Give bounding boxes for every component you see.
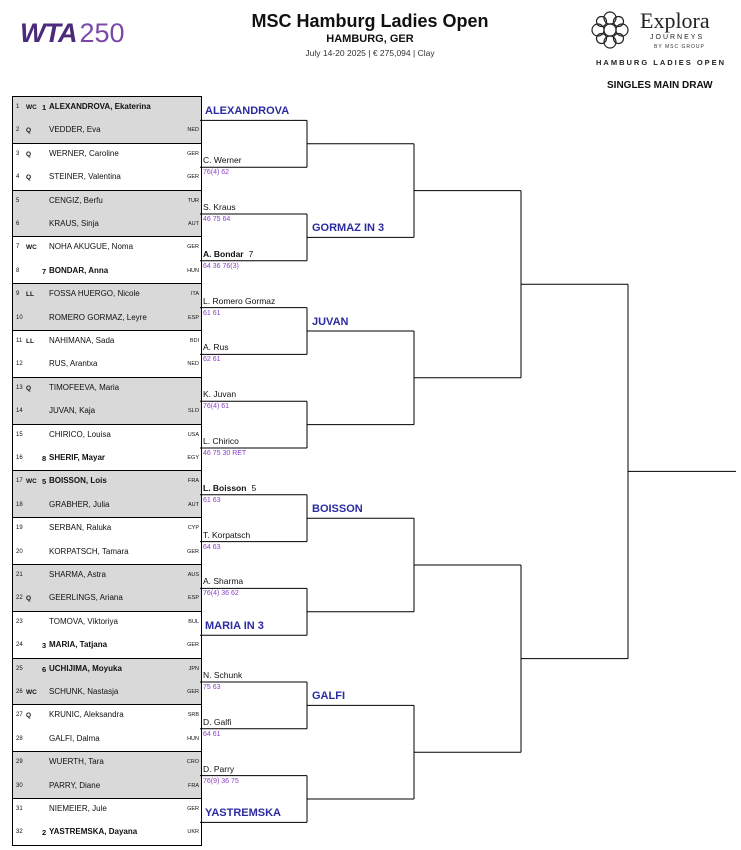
tournament-location: HAMBURG, GER [326, 33, 414, 45]
draw-position: 8 [16, 267, 20, 274]
player-name: NOHA AKUGUE, Noma [49, 242, 134, 252]
seed-number: 1 [42, 103, 47, 112]
player-name: BOISSON, Lois [49, 476, 107, 486]
wta-level: 250 [79, 18, 125, 48]
player-name: NAHIMANA, Sada [49, 336, 115, 345]
round2-name-text: L. Chirico [203, 436, 239, 446]
draw-position: 10 [16, 314, 23, 321]
player-name: UCHIJIMA, Moyuka [49, 663, 122, 673]
draw-position: 31 [16, 806, 23, 812]
round2-name-text: MARIA IN 3 [205, 620, 264, 633]
draw-position: 29 [16, 759, 23, 766]
player-country: USA [187, 431, 199, 438]
draw-position: 5 [16, 197, 20, 204]
round2-player-name [203, 670, 242, 680]
draw-position: 11 [16, 338, 23, 344]
player-country: GER [187, 642, 199, 649]
round2-player-name [203, 530, 250, 540]
player-name: TIMOFEEVA, Maria [49, 382, 120, 392]
player-country: NED [187, 127, 199, 134]
quarterfinal-winner-label: GALFI [312, 690, 345, 703]
quarterfinal-winner-label: BOISSON [312, 503, 363, 516]
player-name: WUERTH, Tara [49, 757, 104, 767]
entry-status: Q [26, 127, 32, 135]
entry-status: Q [26, 384, 32, 392]
player-country: TUR [187, 197, 199, 204]
draw-position: 1 [16, 104, 20, 110]
round2-player-name [203, 342, 229, 352]
sponsor-subtitle: JOURNEYS [650, 34, 705, 41]
player-name: KORPATSCH, Tamara [49, 546, 129, 556]
draw-position: 20 [16, 548, 23, 555]
draw-position: 19 [16, 525, 23, 532]
player-country: ITA [190, 291, 199, 298]
player-name: MARIA, Tatjana [49, 640, 108, 650]
round2-name-text: N. Schunk [203, 670, 243, 680]
seed-number: 7 [42, 266, 47, 276]
round2-player-name [203, 717, 231, 727]
player-name: SHARMA, Astra [49, 570, 106, 579]
quarterfinal-winner-label: GORMAZ IN 3 [312, 222, 385, 235]
draw-position: 13 [16, 384, 23, 391]
match-score: 46 75 30 RET [203, 450, 247, 457]
sponsor-name: Explora [640, 8, 710, 33]
sponsor-event-name: HAMBURG LADIES OPEN [596, 58, 727, 67]
match-score: 61 63 [203, 496, 221, 504]
player-country: GER [187, 548, 199, 555]
player-name: KRAUS, Sinja [49, 219, 99, 228]
player-country: FRA [188, 478, 199, 485]
player-name: SCHUNK, Nastasja [49, 687, 119, 696]
match-score: 76(4) 62 [203, 169, 230, 177]
sponsor-byline: BY MSC GROUP [654, 44, 705, 50]
entry-status: LL [26, 291, 34, 299]
draw-position: 27 [16, 712, 23, 719]
player-country: GER [187, 689, 199, 695]
round2-name-text: L. Romero Gormaz [203, 295, 276, 306]
player-country: BUL [188, 618, 199, 625]
player-country: CYP [187, 525, 199, 532]
tournament-details: July 14-20 2025 | € 275,094 | Clay [305, 48, 435, 58]
player-name: CENGIZ, Berfu [49, 195, 103, 205]
player-name: BONDAR, Anna [49, 265, 109, 275]
round2-player-name [203, 576, 243, 586]
match-score: 64 36 76(3) [203, 262, 239, 270]
draw-position: 32 [16, 829, 23, 836]
player-name: GEERLINGS, Ariana [49, 593, 123, 603]
player-name: ROMERO GORMAZ, Leyre [49, 312, 147, 322]
entry-status: Q [26, 174, 32, 182]
player-country: GER [187, 150, 199, 157]
round2-name-text: L. Boisson [203, 482, 247, 493]
round2-player-name [203, 155, 242, 165]
match-score: 62 61 [203, 356, 221, 364]
player-name: GRABHER, Julia [49, 499, 110, 509]
entry-status: Q [26, 595, 32, 603]
entry-status: WC [26, 478, 37, 486]
round2-name-text: S. Kraus [203, 202, 236, 212]
entry-status: WC [26, 689, 37, 696]
entry-status: LL [26, 338, 34, 345]
round2-name-text: A. Rus [203, 342, 229, 353]
player-country: AUS [187, 572, 199, 578]
draw-position: 14 [16, 408, 23, 415]
round2-name-text: A. Sharma [203, 576, 244, 587]
draw-name: SINGLES MAIN DRAW [607, 80, 713, 91]
player-name: TOMOVA, Viktoriya [49, 616, 118, 626]
player-country: GER [187, 174, 199, 181]
wta-logo-text: WTA [20, 18, 77, 48]
match-score: 76(4) 61 [203, 403, 230, 411]
draw-position: 12 [16, 361, 23, 368]
round2-player-name [203, 202, 236, 212]
round2-seed: 5 [251, 482, 257, 493]
draw-position: 4 [16, 174, 20, 181]
draw-position: 26 [16, 689, 23, 695]
entry-status: Q [26, 150, 32, 158]
entry-status: Q [26, 712, 32, 720]
match-score: 76(9) 36 75 [203, 777, 239, 785]
match-score: 46 75 64 [203, 216, 231, 223]
player-country: JPN [188, 665, 199, 672]
draw-position: 28 [16, 735, 23, 742]
seed-number: 6 [42, 664, 47, 674]
round2-winner-label [205, 620, 264, 632]
round2-name-text: D. Galfi [203, 716, 232, 727]
player-country: AUT [188, 221, 199, 227]
round2-name-text: T. Korpatsch [203, 529, 251, 540]
round2-winner-label [205, 105, 289, 117]
round2-player-name [203, 764, 234, 774]
round2-player-name [203, 436, 239, 446]
match-score: 64 61 [203, 730, 221, 738]
round2-name-text: K. Juvan [203, 389, 237, 400]
round2-name-text: A. Bondar [203, 248, 244, 259]
round2-winner-label [205, 807, 281, 819]
player-name: PARRY, Diane [49, 780, 101, 790]
player-name: FOSSA HUERGO, Nicole [49, 289, 140, 299]
round2-player-name [203, 296, 275, 306]
draw-position: 17 [16, 478, 23, 485]
player-country: FRA [188, 782, 199, 789]
player-country: GER [187, 244, 199, 251]
round2-name-text: C. Werner [203, 155, 242, 166]
player-country: UKR [187, 829, 199, 836]
player-country: BDI [189, 338, 199, 344]
player-name: CHIRICO, Louisa [49, 429, 111, 439]
draw-position: 15 [16, 431, 23, 438]
player-country: NED [187, 361, 199, 368]
player-name: VEDDER, Eva [49, 125, 101, 135]
player-name: GALFI, Dalma [49, 733, 100, 743]
player-name: NIEMEIER, Jule [49, 804, 107, 813]
player-name: WERNER, Caroline [49, 148, 119, 158]
player-name: KRUNIC, Aleksandra [49, 710, 124, 720]
round2-player-name [203, 249, 253, 259]
round2-name-text: D. Parry [203, 763, 235, 774]
player-country: HUN [187, 267, 199, 274]
seed-number: 3 [42, 641, 47, 651]
draw-position: 24 [16, 642, 23, 649]
draw-position: 3 [16, 150, 20, 157]
player-country: SRB [187, 712, 199, 719]
player-name: JUVAN, Kaja [49, 406, 96, 416]
player-country: SLO [187, 408, 199, 415]
player-name: STEINER, Valentina [49, 172, 121, 182]
entry-status: WC [26, 104, 37, 111]
draw-position: 16 [16, 455, 23, 461]
player-name: YASTREMSKA, Dayana [49, 827, 138, 837]
round2-player-name [203, 389, 236, 399]
page-title: MSC Hamburg Ladies Open [251, 11, 489, 31]
seed-number: 5 [42, 477, 47, 487]
round2-name-text: YASTREMSKA [205, 807, 281, 820]
draw-position: 30 [16, 782, 23, 789]
player-country: ESP [187, 314, 199, 321]
round2-name-text: ALEXANDROVA [205, 105, 290, 118]
quarterfinal-winner-label: JUVAN [312, 316, 349, 328]
seed-number: 8 [42, 454, 47, 463]
player-name: ALEXANDROVA, Ekaterina [49, 102, 151, 111]
match-score: 61 61 [203, 309, 221, 317]
draw-position: 23 [16, 618, 23, 625]
player-country: HUN [187, 735, 199, 742]
player-country: AUT [188, 501, 199, 508]
draw-position: 7 [16, 244, 20, 251]
match-score: 76(4) 36 62 [203, 590, 239, 598]
round2-player-name [203, 483, 256, 493]
player-name: RUS, Arantxa [49, 359, 98, 369]
player-country: CRO [186, 759, 199, 766]
draw-position: 25 [16, 665, 23, 672]
draw-position: 21 [16, 572, 23, 578]
player-country: GER [187, 806, 199, 812]
player-name: SERBAN, Raluka [49, 523, 112, 533]
draw-position: 22 [16, 595, 23, 602]
draw-position: 9 [16, 291, 20, 298]
draw-position: 2 [16, 127, 20, 134]
player-country: EGY [187, 455, 199, 461]
match-score: 75 63 [203, 684, 221, 691]
draw-position: 6 [16, 221, 20, 227]
player-name: SHERIF, Mayar [49, 453, 106, 462]
draw-position: 18 [16, 501, 23, 508]
seed-number: 2 [42, 828, 47, 838]
match-score: 64 63 [203, 543, 221, 551]
entry-status: WC [26, 244, 37, 252]
player-country: ESP [187, 595, 199, 602]
round2-seed: 7 [248, 248, 254, 259]
